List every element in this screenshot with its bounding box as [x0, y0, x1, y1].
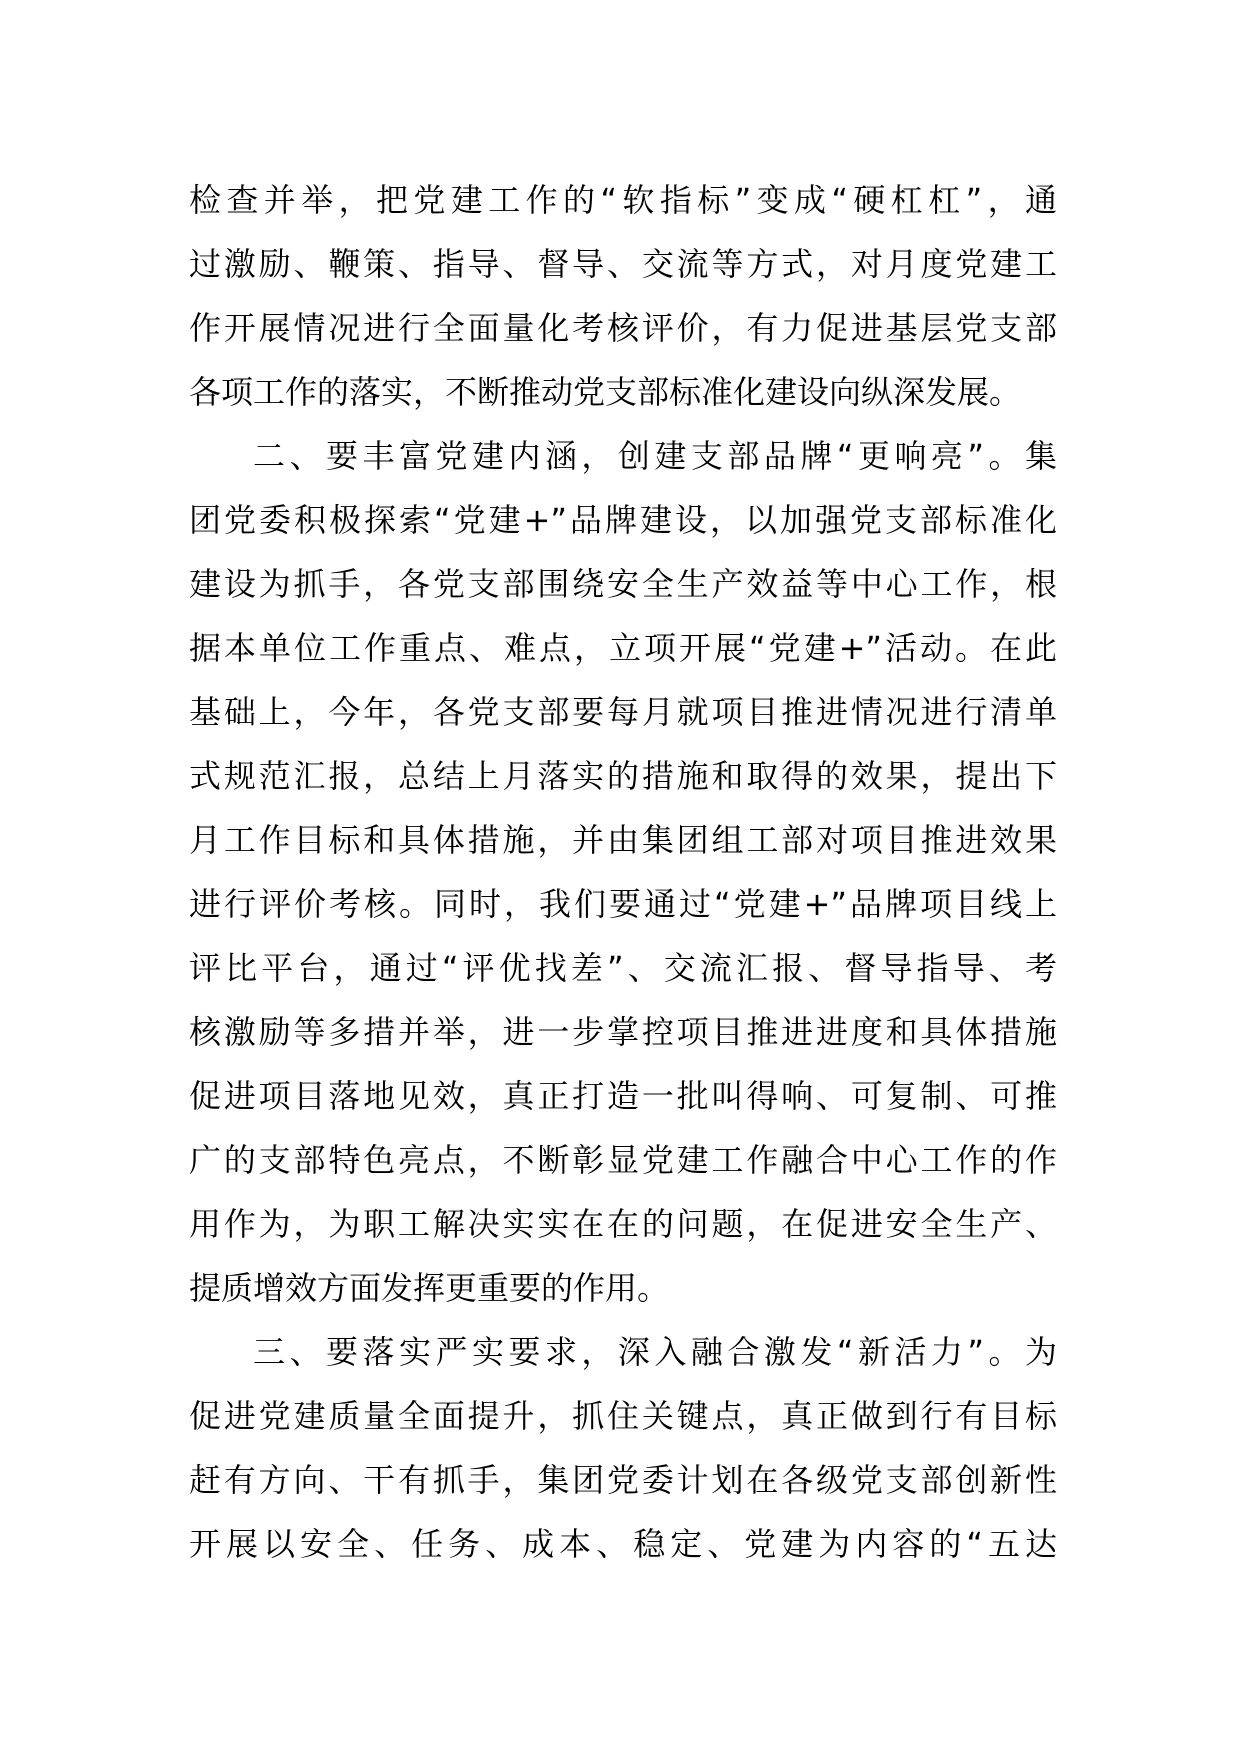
text-line: 团党委积极探索“党建+”品牌建设，以加强党支部标准化 [189, 501, 1057, 539]
text-line: 月工作目标和具体措施，并由集团组工部对项目推进效果 [189, 821, 1057, 859]
text-line: 检查并举，把党建工作的“软指标”变成“硬杠杠”，通 [189, 181, 1057, 219]
text-line: 促进项目落地见效，真正打造一批叫得响、可复制、可推 [189, 1077, 1057, 1115]
text-line: 开展以安全、任务、成本、稳定、党建为内容的“五达 [189, 1525, 1057, 1563]
paragraph-end-line: 提质增效方面发挥更重要的作用。 [189, 1269, 670, 1307]
text-line: 式规范汇报，总结上月落实的措施和取得的效果，提出下 [189, 757, 1057, 795]
text-line: 建设为抓手，各党支部围绕安全生产效益等中心工作，根 [189, 565, 1057, 603]
text-line: 用作为，为职工解决实实在在的问题，在促进安全生产、 [189, 1205, 1057, 1243]
paragraph-end-line: 各项工作的落实，不断推动党支部标准化建设向纵深发展。 [189, 373, 1022, 411]
text-line: 作开展情况进行全面量化考核评价，有力促进基层党支部 [189, 309, 1057, 347]
text-line: 基础上，今年，各党支部要每月就项目推进情况进行清单 [189, 693, 1057, 731]
text-line: 赶有方向、干有抓手，集团党委计划在各级党支部创新性 [189, 1461, 1057, 1499]
text-line: 评比平台，通过“评优找差”、交流汇报、督导指导、考 [189, 949, 1057, 987]
text-line: 广的支部特色亮点，不断彰显党建工作融合中心工作的作 [189, 1141, 1057, 1179]
paragraph-start-line: 三、要落实严实要求，深入融合激发“新活力”。为 [253, 1333, 1057, 1371]
text-line: 据本单位工作重点、难点，立项开展“党建+”活动。在此 [189, 629, 1057, 667]
text-line: 促进党建质量全面提升，抓住关键点，真正做到行有目标 [189, 1397, 1057, 1435]
paragraph-start-line: 二、要丰富党建内涵，创建支部品牌“更响亮”。集 [253, 437, 1057, 475]
text-line: 核激励等多措并举，进一步掌控项目推进进度和具体措施 [189, 1013, 1057, 1051]
text-line: 进行评价考核。同时，我们要通过“党建+”品牌项目线上 [189, 885, 1057, 923]
text-line: 过激励、鞭策、指导、督导、交流等方式，对月度党建工 [189, 245, 1057, 283]
